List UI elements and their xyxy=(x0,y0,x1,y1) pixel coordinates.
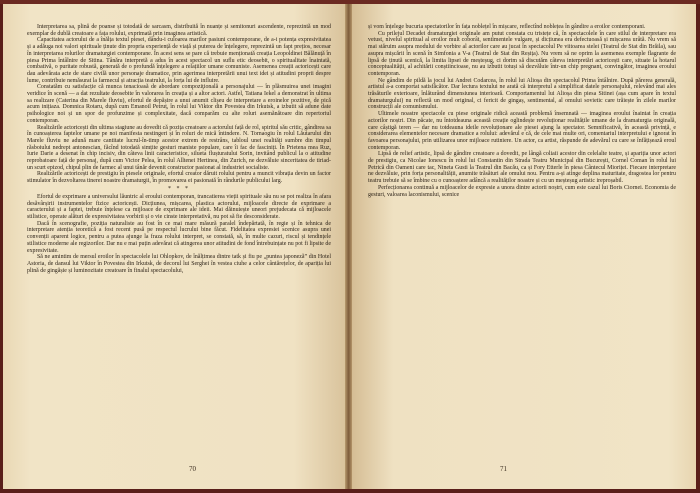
paragraph: Ne gândim de pildă la jocul lui Andrei Codarcea, în rolul lui Alioșa din spectacolul Prima întâlnire. După părerea generală, artistul a-a comportat satisfăcător. Dar lectura textului ne arată că interpretul a simplificat datele personajului, relevând mai ales trăsăturile exterioare, înlăturând dimensiunea interioară. Comportamentul lui Alioșa din piesa Sitinei (așa cum apare în textul dramaturgului) nu reflectă un mod original, ci fericit de gingaș, sentimental, al omului sovietic care trăiește în zilele marilor construcții ale comunismului. xyxy=(368,77,676,111)
right-page xyxy=(352,4,696,489)
paragraph: Dacă în scenografie, poziția naturaliste au fost în ce mai mare măsură paralel îndepărtată, în regie și în tehnica de interpretare atenția teoretică a fost recent pusă pe respectul lucrului bine făcut. Fidelitatea expresiei scenice asupra unei convenții aparent logice, pentru a putea ajunge la fraza rolului interpret, se constată, să, în multe cazuri, riscul și tendințele stilistice moderne ale regizorilor. Dar nu e mai puțin adevărat că atingerea unor atitudini de fond întrebuințate nu pot fi lipsite de expresivitate. xyxy=(27,220,331,254)
paragraph: Ultimele noastre spectacole cu piese originale ridică această problemă însemnată — imaginea eroului înaintat în creația actorilor noștri. Din păcate, nu întotdeauna această creație oglindește revoluționar realitățile umane de la dramaturgia originală, care câștigă teren — dar nu totdeauna ideile revoluționare ale piesei ajung la spectator. Semnificativă, în această privință, e considerarea elementelor necesare dramatice a rolului: adevărul e că, de cele mai multe ori, comentariul interpretului e ignorat în favoarea personajului, prin utilizarea unor mijloace rutiniere. Un actor, ca artist, răspunde de adevărul cu care se înfățișează eroul contemporan. xyxy=(368,111,676,151)
paragraph: Capacitatea actorului de a înălța textul piesei, dându-i culoarea marilor pasiuni contemporane, de a-i potența expresivitatea și a adăuga noi valori spirituale ținute din propria experiență de viață și puterea de înțelegere, reprezintă un fapt prețios, necesar în interpretarea rolurilor dramaturgiei contemporane. În acest sens se pare că trebuie menționată creația Leopoldinei Bălănuță în piesa Prima întâlnire de Sitina. Tânăra interpretă a adus în acest spectacol un suflu etic deosebit, o spiritualitate înaintată, combativă, o puritate robustă, generată de o profundă înțelegere a relațiilor umane comuniste. Asemenea creații actoricești care dau adevărata acte de stare civilă unor personaje dramatice, prin agerimea interpretării unui text idei și atitudini proprii despre lume, contribuie nemăsurat la farmecul și atracția teatrului, la forța lui de influire. xyxy=(27,37,331,84)
paragraph: Efortul de exprimare a universului lăuntric al eroului contemporan, trancatierea vieții spirituale său nu se pot realiza în afara desăvârșirii instrumentelor fizice actoricești. Dicțiunea, mișcarea, plastica actorului, mijloacele directe de exprimare a caracterului și a faptei, trebuie înțelese ca mijloace de exprimare ale ideii. Mai dăinuiește uneori prejudecata că mijloacele stilistice, operate alături de expresivitatea vorbirii și o vie cinste interpretativă, nu pot să fie desconsiderate. xyxy=(27,193,331,220)
book-gutter xyxy=(345,4,352,489)
paragraph: Lipsă de relief artistic, lipsă de gândire creatoare a dovedit, pe lângă coliaii acestor din celelalte teatre, și apariția unor actori de prestigiu, ca Nicolae Ionescu în rolul lui Constantin din Strada Teatru Municipal din București, Cornel Coman în rolul lui Petrică din Oameni care tac, Nineta Gusti la Teatrul din Bacău, ca și Fory Etterle în piesa Cântecul Mioriței. Fiecare interpretare ne dezvăluie, prin forța personalității, anumite trăsături ale omului nou. Pentru a-și atinge deplina maturitate, dragostea lor pentru teatru trebuie să se îmbine cu o cunoaștere adâncă a realităților noastre și cu un meșteșug artistic ireproșabil. xyxy=(368,151,676,185)
paragraph: și vom înțelege bucuria spectatorilor în fața noblețel în mișcare, reflectînd noblețea în gândire a eroilor contemporani. xyxy=(368,24,646,30)
paragraph: Interpretarea sa, plină de poanse și totodată de sarcasm, distribuită în nuanțe și semitonuri ascendente, reprezintă un mod exemplar de dublă creatoare a fața rolului, exprimată prin imaginea artistică. xyxy=(27,24,331,37)
paragraph: Cu prilejul Decadei dramaturgiei originale am putut constata cu tristețe că, în spectacolele în care stilul de interpretare era vetust, nivelul spiritual al eroilor mult coborât, sentimentele vulgare, și dicțiunea era defectuoasă și mișcarea urâtă. Nu vrem să mai stăruim asupra modului de vorbire al actorilor care au jucat în spectacolul Pe viitoarea stelei (Teatrul de Stat din Brăila), sau asupra mișcării în scenă în Simfonia a V-a (Teatrul de Stat din Reșița). Nu vrem să ne oprim la asemenea exemple flagrante de lipsă de ținută scenică, la limita lipsei de meșteșug, ci dorim să discutăm câteva interpretări actoricești care, situate la hotarul conceptualității, al achitării conștiincioase, nu au izbutit totuși să dezvăluie într-un chip pregnant, convingător, imaginea eroului contemporan. xyxy=(368,30,676,77)
page-number: 71 xyxy=(500,465,507,473)
paragraph: Perfecționarea continuă a mijloacelor de expresie a unora dintre actorii noștri, cum este cazul lui Boris Ciornei. Economia de gesturi, valoarea laconismului, scenice xyxy=(368,184,676,198)
left-page-text xyxy=(27,24,331,274)
section-divider: * * * xyxy=(168,185,190,192)
page-number: 70 xyxy=(189,465,196,473)
left-page xyxy=(3,4,345,489)
paragraph: Realizările actoricești de prestigiu în piesele originale, efortul creator dăruit rolului pentru a muncit vibrația devin un factor stimulator în dezvoltarea tinerei noastre dramaturgii, în promovarea ei pasionată în rândurile publicului larg. xyxy=(27,171,331,185)
paragraph: Constatăm cu satisfacție că munca tenacioasă de abordare compoziţională a personajului — în plăsmuirea unei imagini veridice în scenă — a dat rezultate deosebite în valorarea în creația și a altor actori. Astfel, Tatiana Iekel a demonstrat în ultima sa realizare (Caterina din Marele fluviu), efortul de depășire a unui anumit clișeu de interpretare a eroinelor pozitive, de pică acum inițiaza. Domnica Rotaru, după cum Emanoil Petruț, în rolul lui Viktor din Povestea din Irkutsk, a izbutit să adune date psihologice noi și un spor de profunzime și complexitate, dacă comparăm cu alte roluri asemănătoare din repertoriul contemporan. xyxy=(27,84,331,124)
paragraph: Să ne amintim de mersul eroilor în spectacolele lui Ohlopkov, de înălțimea dintre tatk și fiu pe „puntea japoneză” din Hotel Astoria, de dansul lui Viktor în Povestea din Irkutsk, de decorul lui Serghei în vestea ciuhe a celor cântărețelor, de apariția lui plină de gingășie și luminozitate creatoare în finalul spectacolului, xyxy=(27,254,331,274)
paragraph: Realizările actoricești din ultima stagiune au dovedit că pozița creatoare a actorului față de rol, spiritul său critic, gândirea sa în cunoașterea faptelor umane pe noi manifesta nestingeri și în roluri de mică întindere. N. Tornaogiu în rolul Lăutarului din Marele fluviu ne adună mare cantitate lucrul-în-timp acestor extrem de restrâns, tabloul unei realități sumbre din timpul răsboiului nedrept antonescian, făcînd totodată simțite gesturi maniste populare, care îi fac de fasciniți. În Prietena mea Ruz, Iurie Darie a desenat în chip incisiv, din câteva linii caracteristice, silueta flușturatului Sorin, invitând publicul la o atitudine reprobatoare față de personaj, după cum Victor Pelea, în rolul Alltenei Hertinea, din Zurich, ne dezvăluie sinceritatea de tiriad-un scurt epizod, chipul plin de farmec al unui tânăr devenit constructor pasionat al industriei socialiste. xyxy=(27,124,331,171)
right-page-text xyxy=(368,24,676,198)
